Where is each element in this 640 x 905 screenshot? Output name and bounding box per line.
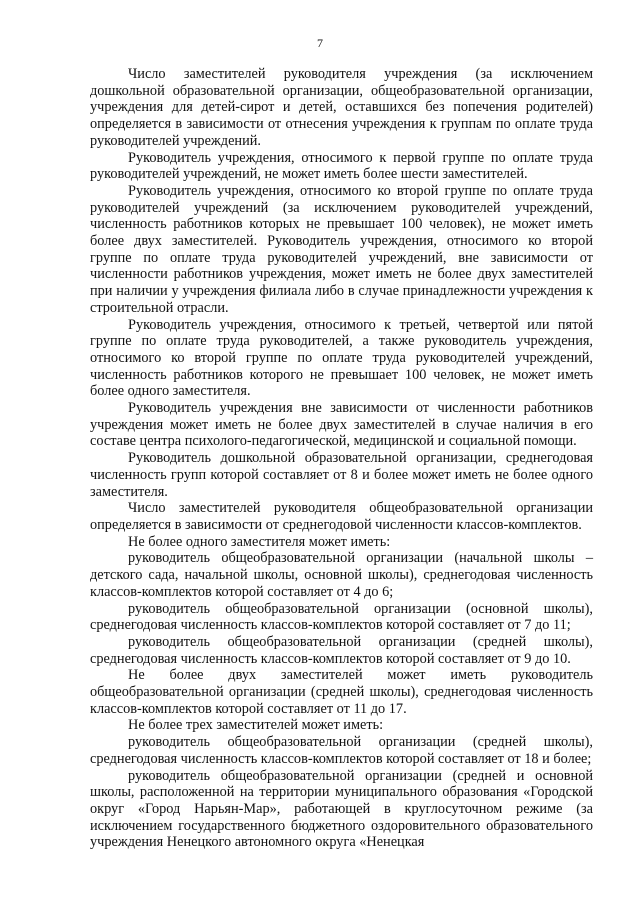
paragraph: руководитель общеобразовательной организации (средней и основной школы, расположенной на территории муниципального образования «Городской округ «Город Нарьян-Мар», работающей в круглосуточном режиме (за исключением государственного бюджетного оздоровительного образовательного учреждения Ненецкого автономного округа «Ненецкая: [90, 767, 593, 851]
paragraph: Число заместителей руководителя общеобразовательной организации определяется в зависимости от среднегодовой численности классов-комплектов.: [90, 500, 593, 533]
page-number: 7: [317, 36, 323, 50]
paragraph: Не более двух заместителей может иметь руководитель общеобразовательной организации (средней школы), среднегодовая численность классов-комплектов которой составляет от 11 до 17.: [90, 667, 593, 717]
paragraph: Не более одного заместителя может иметь:: [128, 533, 391, 550]
paragraph: Руководитель дошкольной образовательной организации, среднегодовая численность групп которой составляет от 8 и более может иметь не более одного заместителя.: [90, 450, 593, 500]
paragraph: Руководитель учреждения, относимого ко второй группе по оплате труда руководителей учреждений (за исключением руководителей учреждений, численность работников которых не превышает 100 человек), не может иметь более двух заместителей. Руководитель учреждения, относимого ко второй группе по оплате труда руководителей учреждений, вне зависимости от численности работников учреждения, может иметь не более двух заместителей при наличии у учреждения филиала либо в случае принадлежности учреждения к строительной отрасли.: [90, 182, 593, 316]
paragraph: Руководитель учреждения, относимого к первой группе по оплате труда руководителей учреждений, не может иметь более шести заместителей.: [90, 149, 593, 183]
document-body: [90, 66, 593, 851]
paragraph: Не более трех заместителей может иметь:: [128, 717, 384, 734]
paragraph: Руководитель учреждения вне зависимости от численности работников учреждения может иметь не более двух заместителей в случае наличия в его составе центра психолого-педагогической, медицинской и социальной помощи.: [90, 400, 593, 450]
paragraph: руководитель общеобразовательной организации (средней школы), среднегодовая численность классов-комплектов которой составляет от 18 и более;: [90, 734, 593, 767]
paragraph: Число заместителей руководителя учреждения (за исключением дошкольной образовательной организации, общеобразовательной организации, учреждения для детей-сирот и детей, оставшихся без попечения родителей) определяется в зависимости от отнесения учреждения к группам по оплате труда руководителей учреждений.: [90, 66, 593, 149]
paragraph: руководитель общеобразовательной организации (начальной школы – детского сада, начальной школы, основной школы), среднегодовая численность классов-комплектов которой составляет от 4 до 6;: [90, 550, 593, 600]
paragraph: Руководитель учреждения, относимого к третьей, четвертой или пятой группе по оплате труда руководителей, а также руководитель учреждения, относимого ко второй группе по оплате труда руководителей учреждений, численность работников которого не превышает 100 человек, не может иметь более одного заместителя.: [90, 316, 593, 400]
paragraph: руководитель общеобразовательной организации (основной школы), среднегодовая численность классов-комплектов которой составляет от 7 до 11;: [90, 600, 593, 634]
paragraph: руководитель общеобразовательной организации (средней школы), среднегодовая численность классов-комплектов которой составляет от 9 до 10.: [90, 633, 593, 667]
